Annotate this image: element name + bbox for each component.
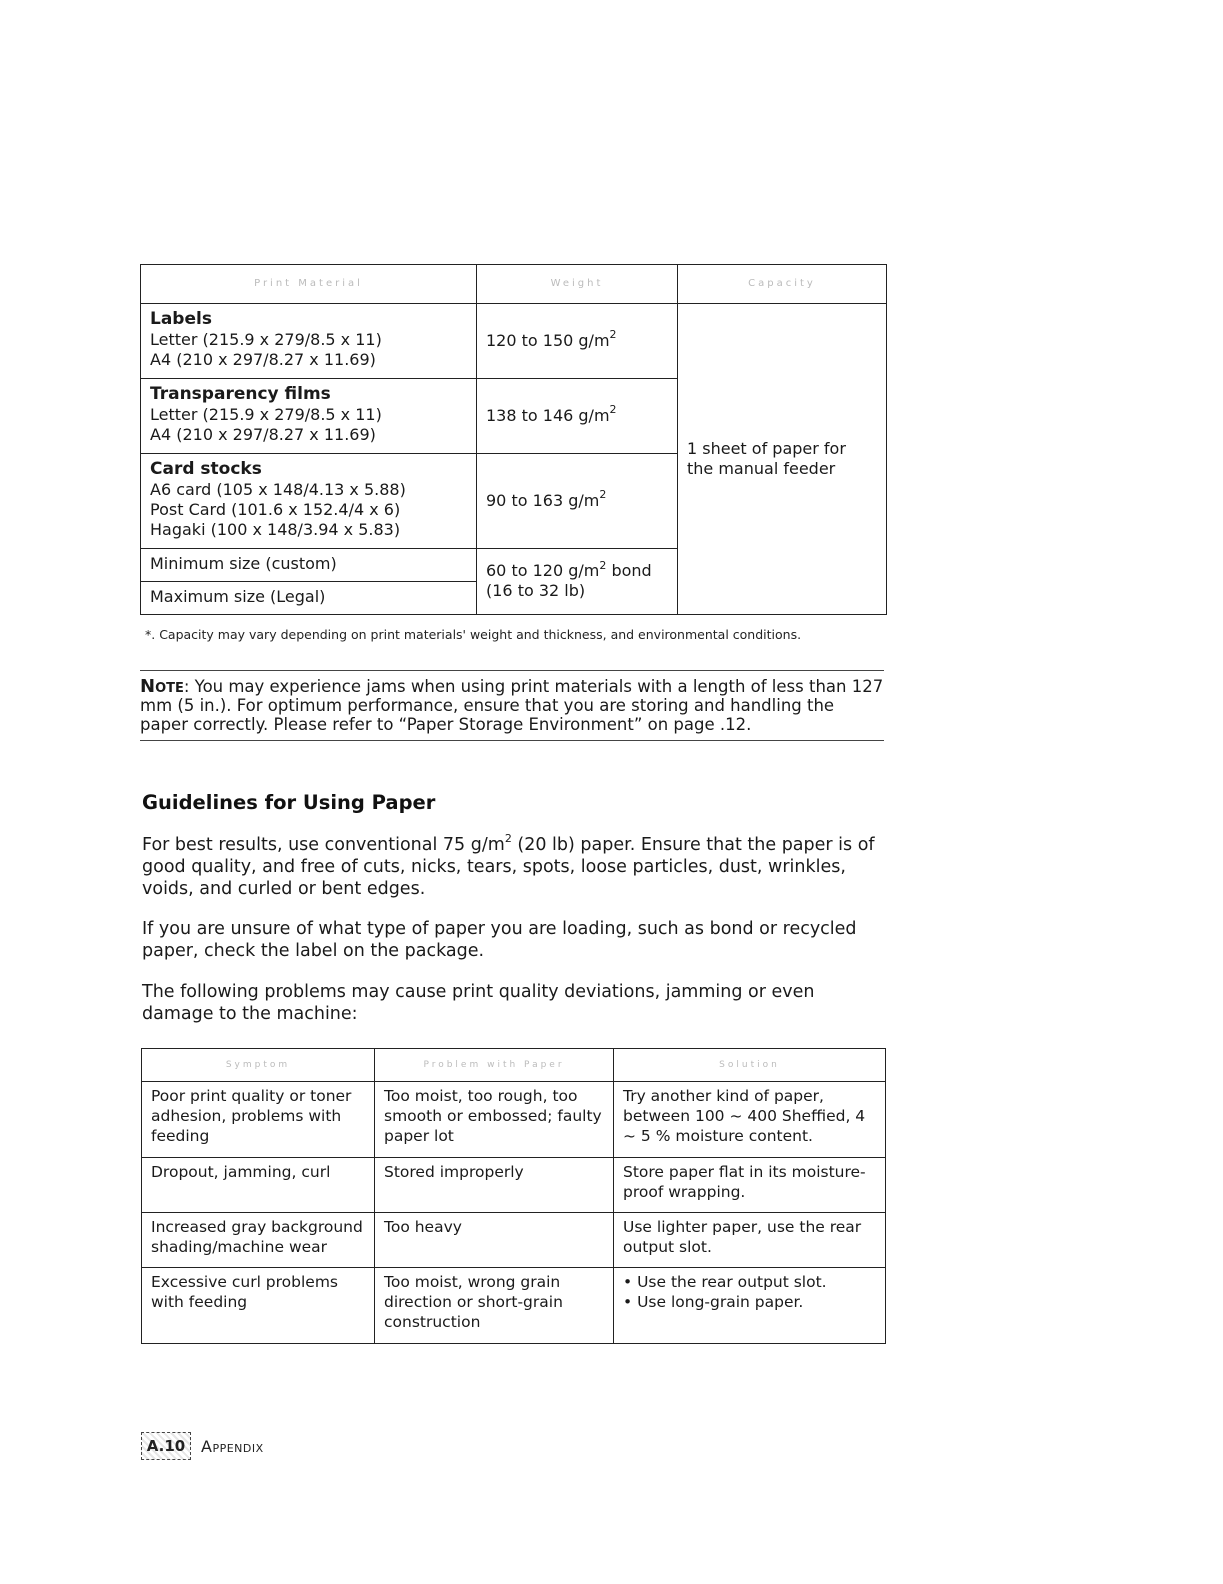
table-cell [614, 1268, 886, 1344]
table-cell: Too moist, wrong grain direction or short-grain construction [375, 1268, 614, 1344]
material-cell: Maximum size (Legal) [141, 582, 477, 615]
weight-value: 138 to 146 g/m [486, 405, 610, 425]
row-title: Card stocks [150, 459, 262, 479]
bullet-item: • Use the rear output slot. [623, 1273, 827, 1291]
table-header-cell: Solution [614, 1049, 886, 1082]
size-line: A4 (210 x 297/8.27 x 11.69) [150, 350, 376, 369]
weight-value: 60 to 120 g/m [486, 561, 600, 580]
capacity-cell: 1 sheet of paper for the manual feeder [678, 304, 887, 615]
table-row [142, 1082, 886, 1158]
table-cell: Poor print quality or toner adhesion, problems with feeding [142, 1082, 375, 1158]
weight-suffix: bond [606, 561, 652, 580]
row-title: Labels [150, 309, 212, 329]
section-name: Appendix [201, 1436, 264, 1456]
size-line: A4 (210 x 297/8.27 x 11.69) [150, 425, 376, 444]
note-box [140, 670, 884, 741]
weight-cell [477, 304, 678, 379]
superscript: 2 [504, 832, 512, 846]
table-cell: Increased gray background shading/machine wear [142, 1213, 375, 1268]
material-cell [141, 304, 477, 379]
size-line: Letter (215.9 x 279/8.5 x 11) [150, 405, 382, 424]
weight-cell [477, 454, 678, 549]
table-cell: Try another kind of paper, between 100 ~ 400 Sheffied, 4 ~ 5 % moisture content. [614, 1082, 886, 1158]
note-text: : You may experience jams when using print materials with a length of less than 127 mm (5 in.). For optimum performance, ensure that you are storing and handling the paper correctly. Please refer to “Paper Storage Environment” on page .12. [140, 677, 884, 734]
size-line: Post Card (101.6 x 152.4/4 x 6) [150, 500, 401, 519]
paragraph [142, 834, 887, 900]
table-cell: Too heavy [375, 1213, 614, 1268]
table-cell: Use lighter paper, use the rear output slot. [614, 1213, 886, 1268]
weight-cell [477, 549, 678, 615]
paragraph: If you are unsure of what type of paper you are loading, such as bond or recycled paper, check the label on the package. [142, 919, 857, 961]
table-header-row [141, 265, 887, 304]
table-header-cell: Symptom [142, 1049, 375, 1082]
size-line: A6 card (105 x 148/4.13 x 5.88) [150, 480, 406, 499]
table-cell: Too moist, too rough, too smooth or embossed; faulty paper lot [375, 1082, 614, 1158]
note-label: Note [140, 676, 184, 697]
table-cell: Stored improperly [375, 1158, 614, 1213]
table-header-cell: Print Material [141, 265, 477, 304]
paragraph-text: (20 lb) paper. Ensure that the paper is of good quality, and free of cuts, nicks, tears, spots, loose particles, dust, wrinkles, voids, and curled or bent edges. [142, 835, 875, 899]
paragraph-text: For best results, use conventional 75 g/m [142, 835, 505, 855]
table-footnote: *. Capacity may vary depending on print materials' weight and thickness, and environmental conditions. [145, 627, 802, 642]
row-title: Transparency films [150, 384, 331, 404]
table-row [141, 304, 887, 379]
section-heading: Guidelines for Using Paper [142, 791, 436, 814]
table-cell: Store paper flat in its moisture-proof wrapping. [614, 1158, 886, 1213]
paragraph: The following problems may cause print quality deviations, jamming or even damage to the machine: [142, 982, 815, 1024]
table-cell: Excessive curl problems with feeding [142, 1268, 375, 1344]
weight-value: 120 to 150 g/m [486, 330, 610, 350]
paper-spec-table [140, 264, 887, 615]
table-row [142, 1268, 886, 1344]
table-header-cell: Capacity [678, 265, 887, 304]
page-footer [141, 1432, 264, 1460]
size-line: Letter (215.9 x 279/8.5 x 11) [150, 330, 382, 349]
table-header-cell: Weight [477, 265, 678, 304]
paper-problems-table [141, 1048, 886, 1344]
weight-sup: 2 [609, 403, 617, 417]
material-cell [141, 454, 477, 549]
page-number: A.10 [141, 1432, 191, 1460]
table-row [142, 1213, 886, 1268]
table-header-row [142, 1049, 886, 1082]
weight-cell [477, 379, 678, 454]
weight-value: 90 to 163 g/m [486, 490, 600, 510]
weight-sup: 2 [599, 558, 607, 572]
material-cell: Minimum size (custom) [141, 549, 477, 582]
table-cell: Dropout, jamming, curl [142, 1158, 375, 1213]
weight-sup: 2 [609, 328, 617, 342]
weight-lb: (16 to 32 lb) [486, 581, 586, 600]
table-header-cell: Problem with Paper [375, 1049, 614, 1082]
weight-sup: 2 [599, 488, 607, 502]
table-row [142, 1158, 886, 1213]
size-line: Hagaki (100 x 148/3.94 x 5.83) [150, 520, 401, 539]
bullet-item: • Use long-grain paper. [623, 1293, 804, 1311]
material-cell [141, 379, 477, 454]
